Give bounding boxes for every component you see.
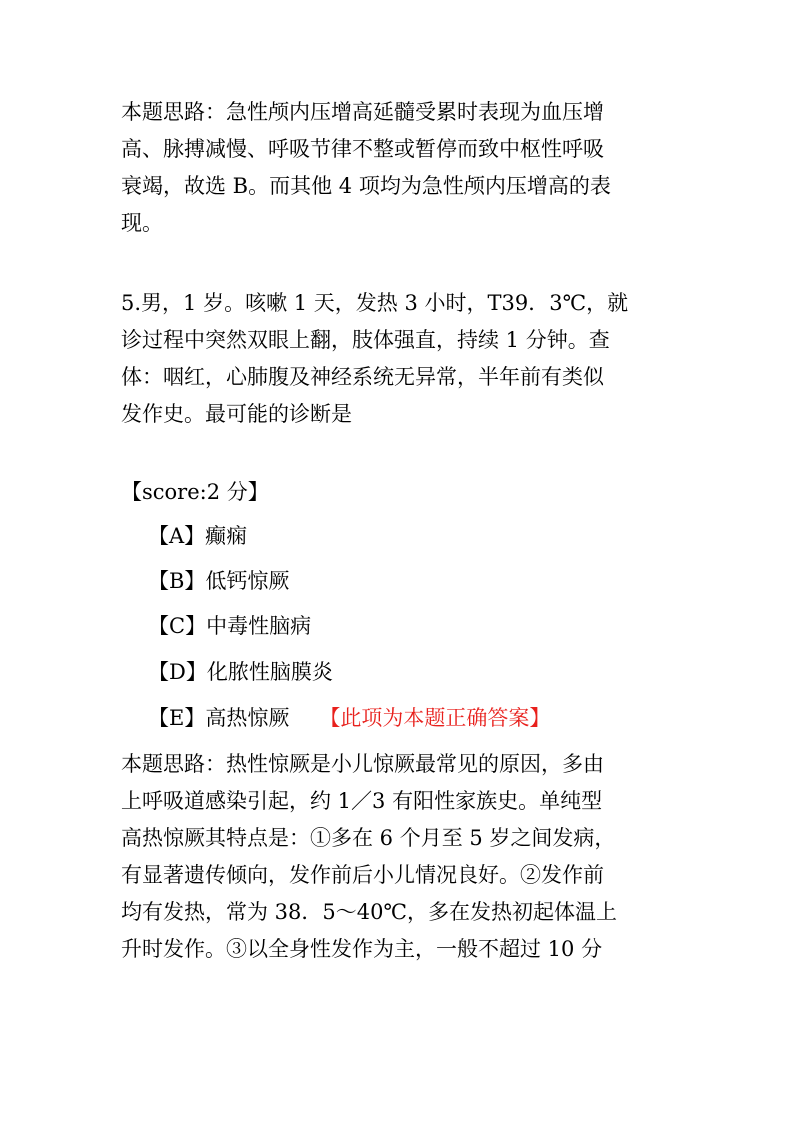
explanation-current <box>121 746 677 968</box>
option-d[interactable] <box>148 654 333 691</box>
explanation-line: 高热惊厥其特点是：①多在 6 个月至 5 岁之间发病， <box>121 826 616 850</box>
question-line: 5.男，1 岁。咳嗽 1 天，发热 3 小时，T39．3℃，就 <box>121 291 629 315</box>
explanation-line: 衰竭，故选 B。而其他 4 项均为急性颅内压增高的表 <box>121 174 611 198</box>
explanation-line: 均有发热，常为 38．5～40℃，多在发热初起体温上 <box>121 900 617 924</box>
option-key: 【B】 <box>148 569 206 593</box>
explanation-line: 上呼吸道感染引起，约 1／3 有阳性家族史。单纯型 <box>121 789 603 813</box>
option-b[interactable] <box>148 563 289 600</box>
option-a[interactable] <box>148 518 247 555</box>
option-key: 【E】 <box>148 706 206 730</box>
option-c[interactable] <box>148 608 311 645</box>
option-text: 中毒性脑病 <box>206 614 312 638</box>
correct-answer-mark: 【此项为本题正确答案】 <box>319 706 551 730</box>
option-e[interactable] <box>148 700 550 737</box>
option-key: 【D】 <box>148 660 207 684</box>
option-text: 低钙惊厥 <box>205 569 290 593</box>
question-line: 发作史。最可能的诊断是 <box>121 402 352 426</box>
question-line: 体：咽红，心肺腹及神经系统无异常，半年前有类似 <box>121 365 604 389</box>
explanation-line: 升时发作。③以全身性发作为主，一般不超过 10 分 <box>121 937 603 961</box>
option-key: 【C】 <box>148 614 207 638</box>
explanation-line: 有显著遗传倾向，发作前后小儿情况良好。②发作前 <box>121 863 604 887</box>
explanation-previous <box>121 94 677 242</box>
option-text: 癫痫 <box>205 524 248 548</box>
explanation-line: 本题思路：热性惊厥是小儿惊厥最常见的原因，多由 <box>121 752 604 776</box>
question-stem <box>121 285 677 433</box>
explanation-line: 本题思路：急性颅内压增高延髓受累时表现为血压增 <box>121 100 604 124</box>
question-line: 诊过程中突然双眼上翻，肢体强直，持续 1 分钟。查 <box>121 328 610 352</box>
question-score: 【score:2 分】 <box>121 480 269 504</box>
option-text: 化脓性脑膜炎 <box>206 660 333 684</box>
explanation-line: 现。 <box>121 211 163 235</box>
explanation-line: 高、脉搏减慢、呼吸节律不整或暂停而致中枢性呼吸 <box>121 137 604 161</box>
option-text: 高热惊厥 <box>205 706 290 730</box>
option-key: 【A】 <box>148 524 206 548</box>
